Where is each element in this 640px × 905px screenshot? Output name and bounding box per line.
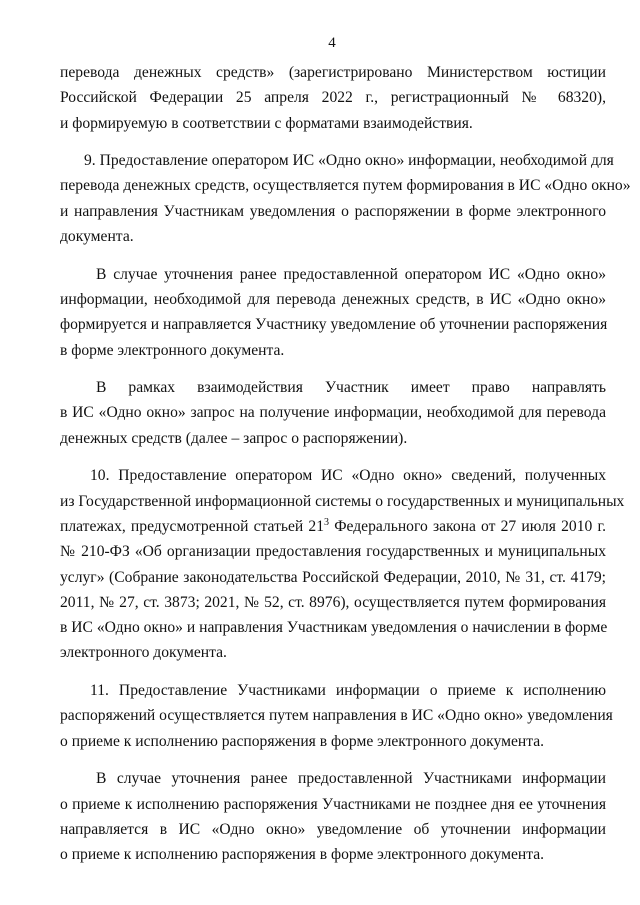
document-body xyxy=(60,60,631,880)
paragraph-item-11 xyxy=(60,678,613,754)
text-line: и формируемую в соответствии с форматами взаимодействия. xyxy=(60,114,473,132)
text-line: документа. xyxy=(60,228,134,246)
text-line: 9. Предоставление оператором ИС «Одно окно» информации, необходимой для xyxy=(84,152,614,170)
text-line: перевода денежных средств, осуществляется путем формирования в ИС «Одно окно» xyxy=(60,177,631,195)
paragraph-clarification-operator xyxy=(60,262,606,363)
text-line: В рамках взаимодействия Участник имеет право направлять xyxy=(96,379,606,397)
page-number: 4 xyxy=(328,35,336,51)
text-fragment: Федерального закона от 27 июля 2010 г. xyxy=(329,517,606,535)
text-line: распоряжений осуществляется путем направления в ИС «Одно окно» уведомления xyxy=(60,707,613,725)
text-line: услуг» (Собрание законодательства Российской Федерации, 2010, № 31, ст. 4179; xyxy=(60,568,606,586)
text-line: электронного документа. xyxy=(60,644,227,662)
text-line: 2011, № 27, ст. 3873; 2021, № 52, ст. 8976), осуществляется путем формирования xyxy=(60,593,606,611)
paragraph-item-10 xyxy=(60,463,625,665)
text-line: из Государственной информационной системы о государственных и муниципальных xyxy=(60,492,625,510)
paragraph-clarification-participants xyxy=(60,766,606,867)
paragraph-request xyxy=(60,375,606,451)
text-line: Российской Федерации 25 апреля 2022 г., регистрационный № 68320), xyxy=(60,89,606,107)
superscript: 3 xyxy=(324,516,330,528)
text-line: в форме электронного документа. xyxy=(60,341,285,359)
text-line: и направления Участникам уведомления о распоряжении в форме электронного xyxy=(60,202,606,220)
paragraph-continuation xyxy=(60,60,606,136)
text-line: о приеме к исполнению распоряжения Участниками не позднее дня ее уточнения xyxy=(60,795,606,813)
paragraph-item-9 xyxy=(60,148,631,249)
text-line: формируется и направляется Участнику уведомление об уточнении распоряжения xyxy=(60,316,608,334)
text-line: в ИС «Одно окно» и направления Участникам уведомления о начислении в форме xyxy=(60,619,608,637)
text-line: о приеме к исполнению распоряжения в форме электронного документа. xyxy=(60,846,545,864)
text-line: перевода денежных средств» (зарегистрировано Министерством юстиции xyxy=(60,64,606,81)
text-line: о приеме к исполнению распоряжения в форме электронного документа. xyxy=(60,732,545,750)
text-line: направляется в ИС «Одно окно» уведомление об уточнении информации xyxy=(60,820,606,838)
text-line: № 210-ФЗ «Об организации предоставления государственных и муниципальных xyxy=(60,543,606,561)
text-line: денежных средств (далее – запрос о распоряжении). xyxy=(60,429,408,447)
text-line-with-superscript xyxy=(60,514,606,539)
text-line: 11. Предоставление Участниками информации о приеме к исполнению xyxy=(90,682,606,700)
text-line: В случае уточнения ранее предоставленной оператором ИС «Одно окно» xyxy=(96,265,606,283)
text-line: В случае уточнения ранее предоставленной Участниками информации xyxy=(96,770,606,788)
text-line: 10. Предоставление оператором ИС «Одно окно» сведений, полученных xyxy=(90,467,606,485)
text-line: в ИС «Одно окно» запрос на получение информации, необходимой для перевода xyxy=(60,404,606,422)
text-fragment: платежах, предусмотренной статьей 21 xyxy=(60,517,325,535)
text-line: информации, необходимой для перевода денежных средств, в ИС «Одно окно» xyxy=(60,290,606,308)
